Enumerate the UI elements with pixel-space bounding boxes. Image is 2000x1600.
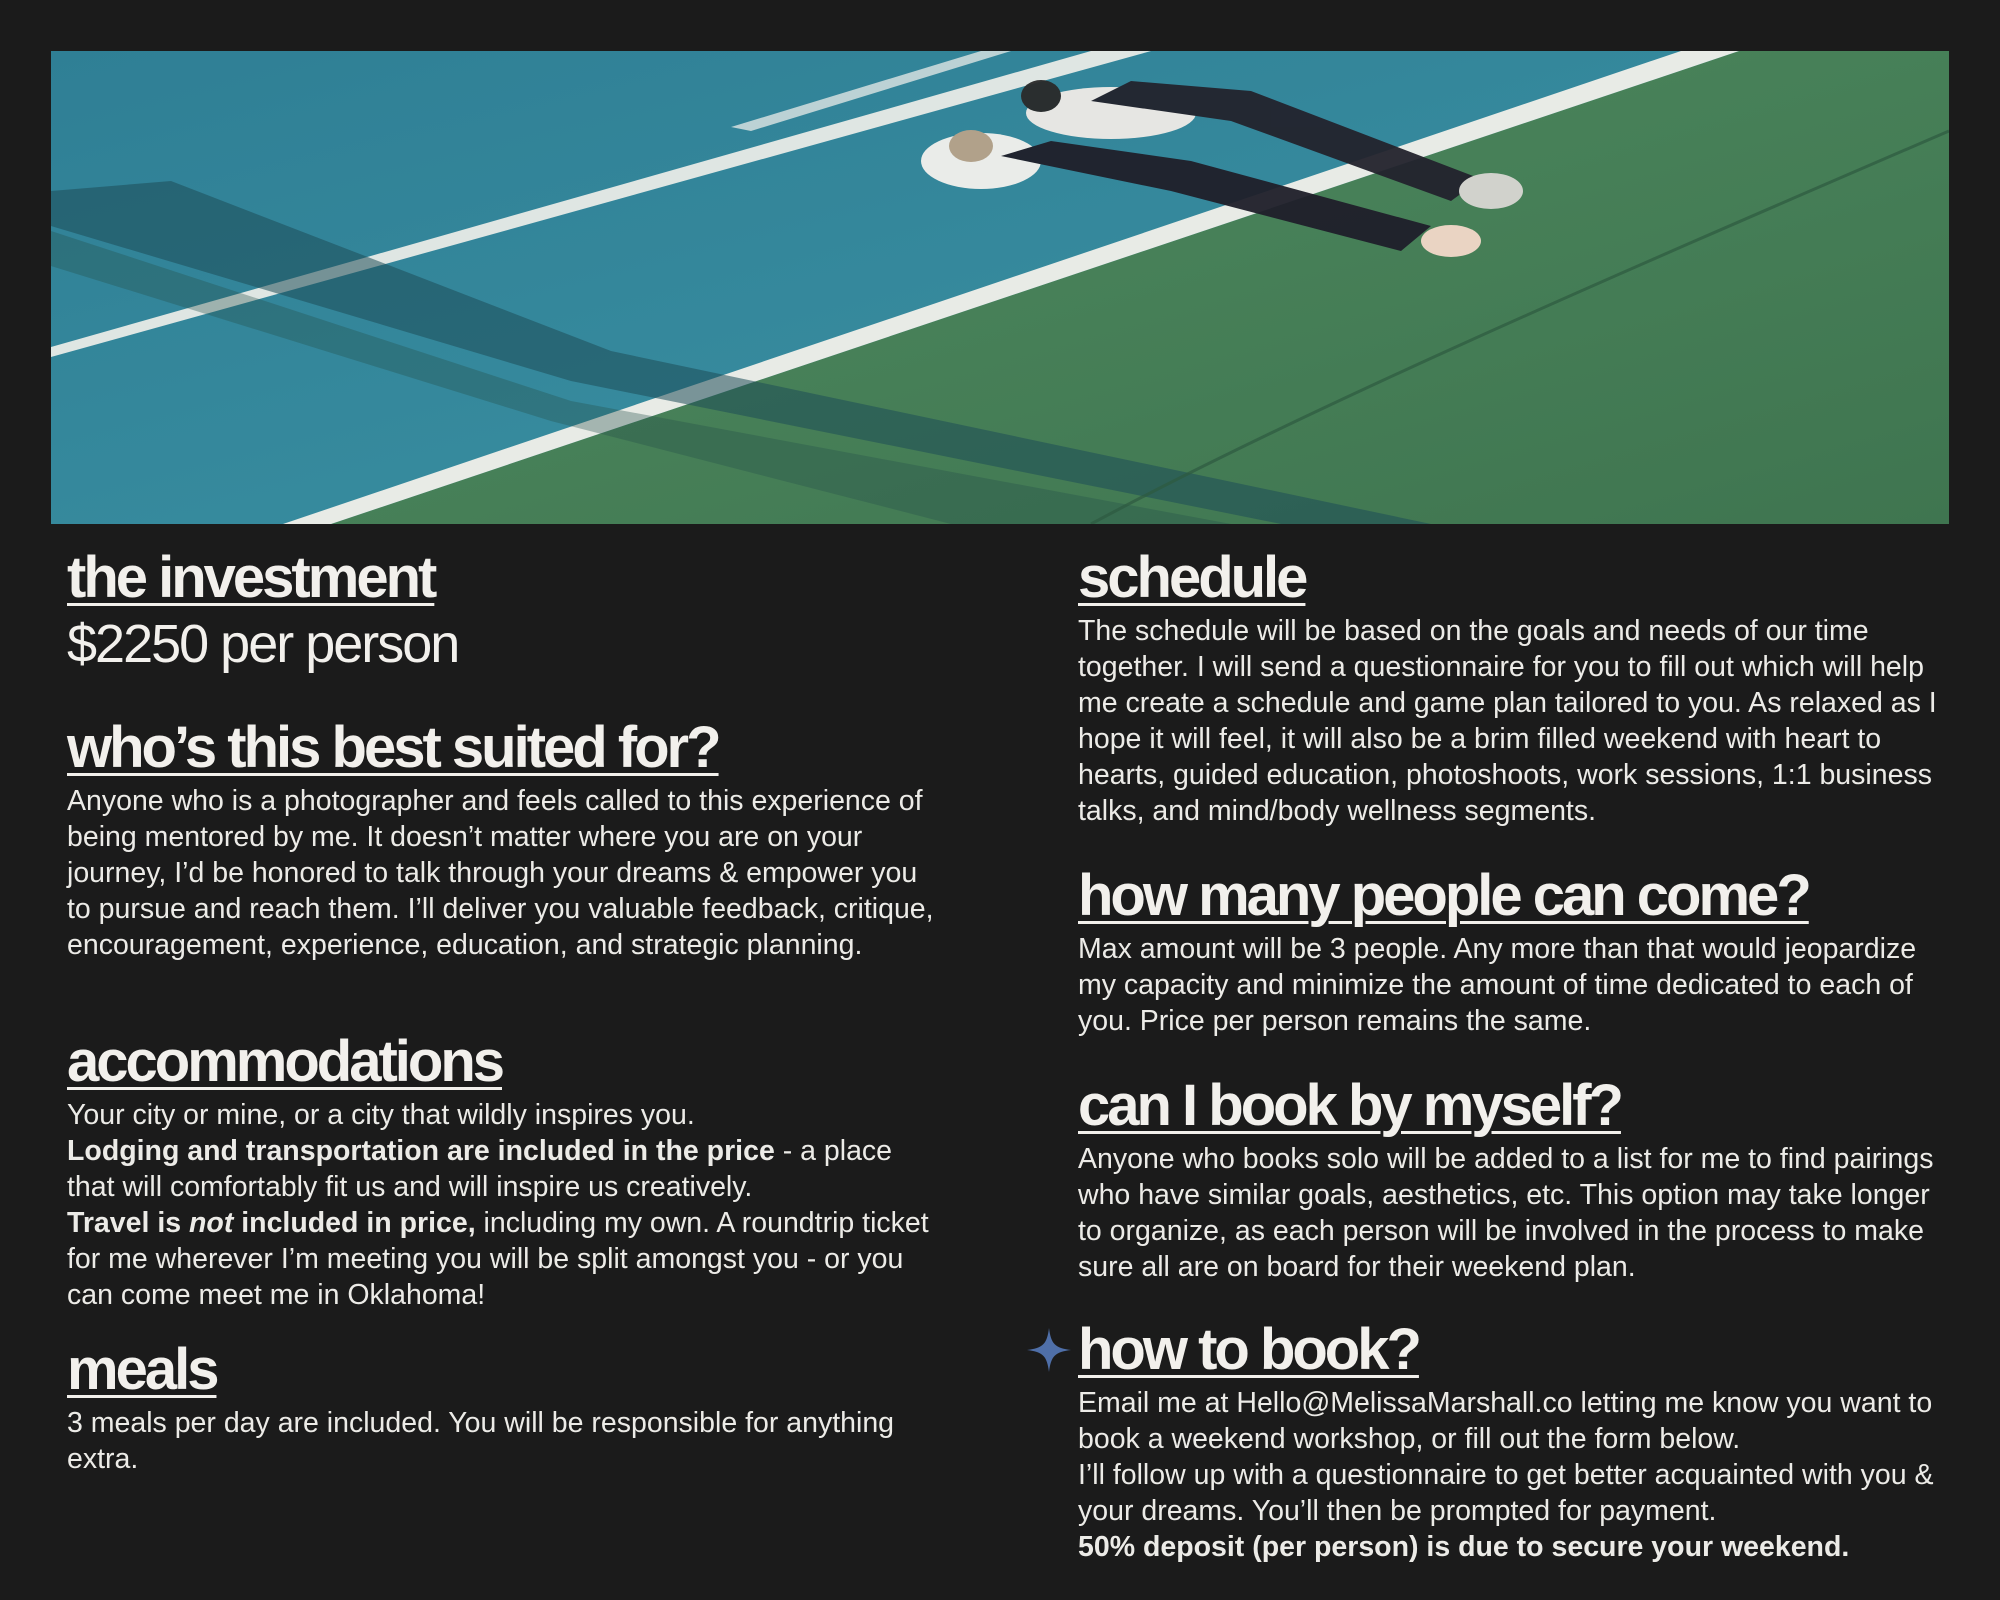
- investment-section: [67, 545, 937, 674]
- investment-heading: the investment: [67, 545, 435, 610]
- price-text: $2250 per person: [67, 613, 459, 674]
- book-text2: I’ll follow up with a questionnaire to get better acquainted with you & your dreams. You’ll then be prompted for payment.: [1078, 1458, 1934, 1527]
- book-section: [1078, 1317, 1958, 1565]
- solo-heading: can I book by myself?: [1078, 1073, 1621, 1138]
- acc-rest1: - a place that will comfortably fit us and will inspire us creatively.: [67, 1134, 893, 1203]
- acc-bold2-italic: not: [189, 1206, 234, 1239]
- people-heading: how many people can come?: [1078, 863, 1809, 928]
- accommodations-heading: accommodations: [67, 1029, 502, 1094]
- hero-image: [51, 51, 1949, 524]
- acc-bold2a: Travel is: [67, 1206, 190, 1239]
- meals-section: [67, 1337, 937, 1477]
- schedule-heading: schedule: [1078, 545, 1306, 610]
- book-text: [1078, 1385, 1958, 1565]
- who-heading: who’s this best suited for?: [67, 715, 719, 780]
- people-text: Max amount will be 3 people. Any more than that would jeopardize my capacity and minimize the amount of time dedicated to each of you. Price per person remains the same.: [1078, 932, 1917, 1037]
- book-text1: Email me at Hello@MelissaMarshall.co letting me know you want to book a weekend workshop, or fill out the form below.: [1078, 1386, 1933, 1455]
- acc-line1: Your city or mine, or a city that wildly inspires you.: [67, 1098, 695, 1131]
- book-bold: 50% deposit (per person) is due to secure your weekend.: [1078, 1530, 1850, 1563]
- accommodations-section: [67, 1029, 937, 1313]
- meals-heading: meals: [67, 1337, 217, 1402]
- accommodations-text: [67, 1097, 937, 1313]
- solo-text: Anyone who books solo will be added to a list for me to find pairings who have similar goals, aesthetics, etc. This option may take longer to organize, as each person will be involved in the process to make sure all are on board for their weekend plan.: [1078, 1142, 1934, 1283]
- solo-section: [1078, 1073, 1958, 1285]
- meals-text: 3 meals per day are included. You will be responsible for anything extra.: [67, 1406, 895, 1475]
- people-section: [1078, 863, 1958, 1039]
- who-text: Anyone who is a photographer and feels called to this experience of being mentored by me. It doesn’t matter where you are on your journey, I’d be honored to talk through your dreams & empower you to pursue and reach them. I’ll deliver you valuable feedback, critique, encouragement, experience, education, and strategic planning.: [67, 784, 934, 961]
- schedule-section: [1078, 545, 1958, 829]
- book-heading: how to book?: [1078, 1317, 1419, 1382]
- acc-bold1: Lodging and transportation are included in the price: [67, 1134, 775, 1167]
- schedule-text: The schedule will be based on the goals and needs of our time together. I will send a questionnaire for you to fill out which will help me create a schedule and game plan tailored to you. As relaxed as I hope it will feel, it will also be a brim filled weekend with heart to hearts, guided education, photoshoots, work sessions, 1:1 business talks, and mind/body wellness segments.: [1078, 614, 1937, 827]
- sparkle-star-icon: [1027, 1328, 1071, 1372]
- who-section: [67, 715, 937, 963]
- acc-bold2b: included in price,: [233, 1206, 476, 1239]
- tennis-court-illustration: [51, 51, 1949, 524]
- acc-rest2: including my own. A roundtrip ticket for me wherever I’m meeting you will be split amongst you - or you can come meet me in Oklahoma!: [67, 1206, 929, 1311]
